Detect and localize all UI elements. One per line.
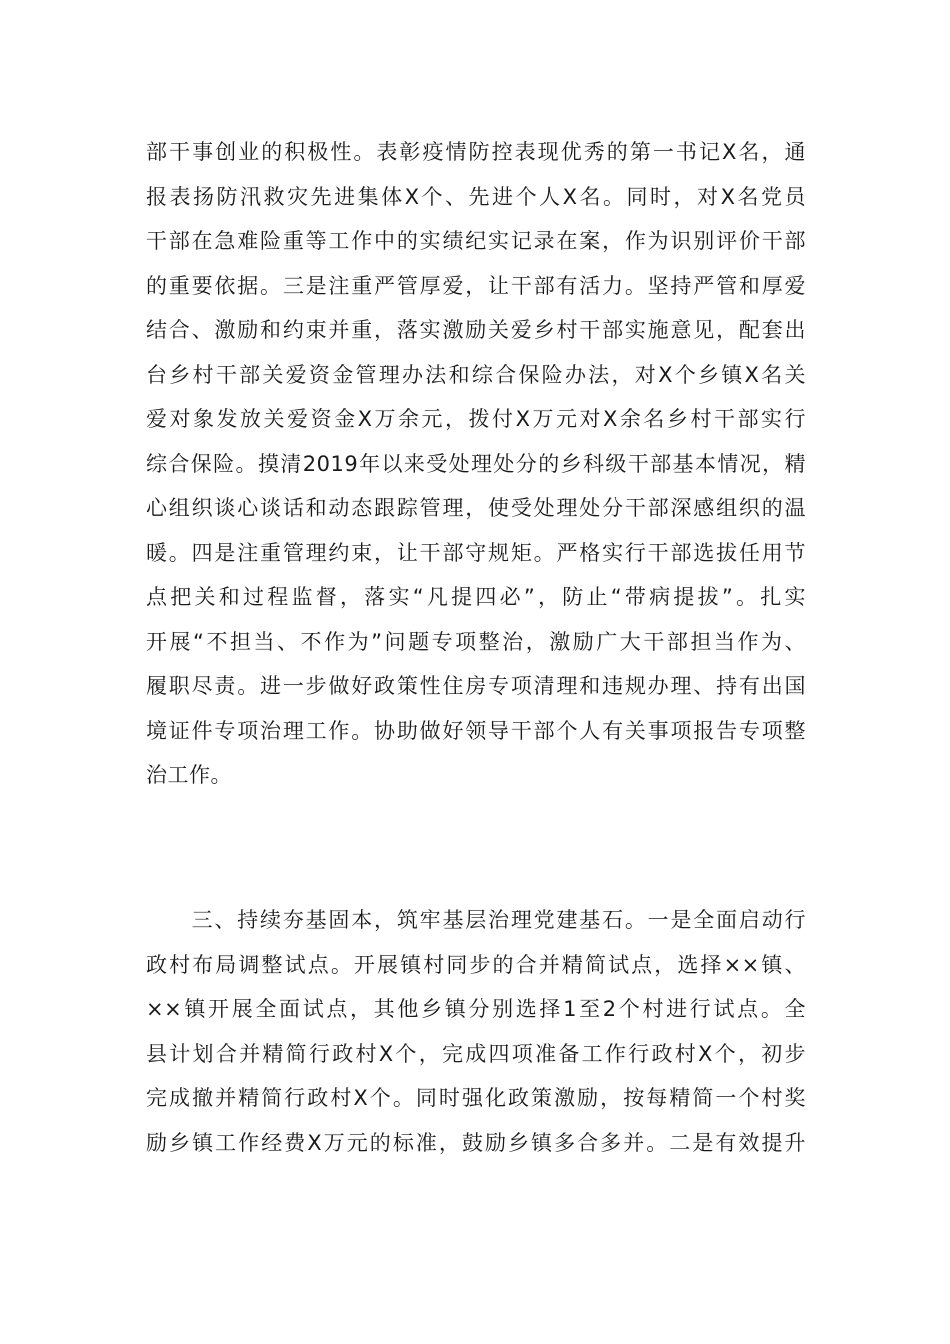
text-line: 爱对象发放关爱资金X万余元，拨付X万元对X余名乡村干部实行 [146,407,806,431]
text-line: 部干事创业的积极性。表彰疫情防控表现优秀的第一书记X名，通 [146,140,806,164]
text-line: 的重要依据。三是注重严管厚爱，让干部有活力。坚持严管和厚爱 [146,273,806,298]
text-line: 点把关和过程监督，落实“凡提四必”，防止“带病提拔”。扎实 [146,585,806,609]
text-line: 励乡镇工作经费X万元的标准，鼓励乡镇多合多并。二是有效提升 [146,1130,806,1155]
paragraph-section-three [146,898,806,1165]
text-line: 台乡村干部关爱资金管理办法和综合保险办法，对X个乡镇X名关 [146,362,806,387]
text-line: 报表扬防汛救灾先进集体X个、先进个人X名。同时，对X名党员 [146,184,806,209]
text-line: 暖。四是注重管理约束，让干部守规矩。严格实行干部选拔任用节 [146,540,806,565]
text-line: 开展“不担当、不作为”问题专项整治，激励广大干部担当作为、 [146,629,806,654]
text-line: 治工作。 [146,763,232,787]
text-line: 结合、激励和约束并重，落实激励关爱乡村干部实施意见，配套出 [146,318,806,342]
text-line: 县计划合并精简行政村X个，完成四项准备工作行政村X个，初步 [146,1041,806,1066]
text-line: 履职尽责。进一步做好政策性住房专项清理和违规办理、持有出国 [146,674,806,698]
text-line: 完成撤并精简行政村X个。同时强化政策激励，按每精简一个村奖 [146,1086,806,1110]
paragraph-cadre-management [146,130,806,798]
text-line: 综合保险。摸清2019年以来受处理处分的乡科级干部基本情况，精 [146,451,806,476]
text-line: 政村布局调整试点。开展镇村同步的合并精简试点，选择××镇、 [146,952,806,977]
text-line: ××镇开展全面试点，其他乡镇分别选择1至2个村进行试点。全 [146,997,806,1021]
section-heading-line: 三、持续夯基固本，筑牢基层治理党建基石。一是全面启动行 [146,908,806,932]
text-line: 境证件专项治理工作。协助做好领导干部个人有关事项报告专项整 [146,718,806,743]
text-line: 干部在急难险重等工作中的实绩纪实记录在案，作为识别评价干部 [146,229,806,253]
text-line: 心组织谈心谈话和动态跟踪管理，使受处理处分干部深感组织的温 [146,496,806,520]
